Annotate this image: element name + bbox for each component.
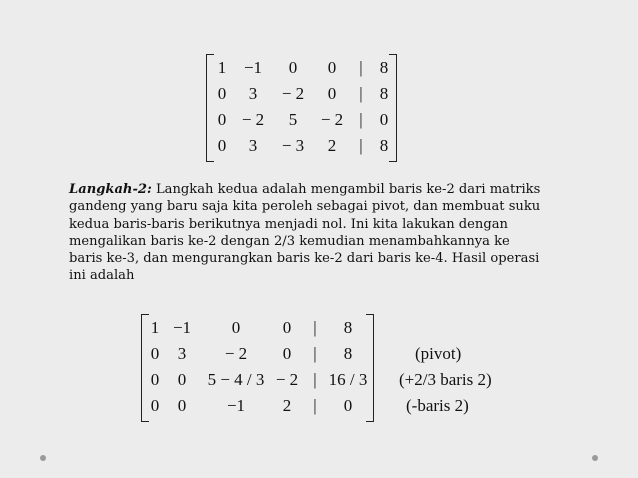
matrix-cell: 0 [150,344,160,363]
slide-dot-right [592,455,598,461]
matrix-cell: | [313,344,317,363]
matrix-cell: 0 [343,396,353,415]
matrix-cell: − 2 [224,344,248,363]
matrix-cell: 8 [379,84,389,103]
matrix-2 [141,314,374,422]
matrix-cell: 0 [217,110,227,129]
matrix-cell: − 2 [320,110,344,129]
matrix-cell: 0 [217,84,227,103]
matrix-cell: | [313,370,317,389]
matrix-1 [206,54,397,162]
matrix-cell: 0 [282,318,292,337]
matrix-cell: 3 [248,136,258,155]
matrix-cell: − 2 [281,84,305,103]
step-label: Langkah-2: [69,182,152,197]
matrix-cell: 0 [177,370,187,389]
paragraph-line: baris ke-3, dan mengurangkan baris ke-2 dari baris ke-4. Hasil operasi [69,251,540,267]
matrix-cell: 0 [217,136,227,155]
paragraph-line: kedua baris-baris berikutnya menjadi nol. Ini kita lakukan dengan [69,216,508,232]
slide-dot-left [40,455,46,461]
paragraph-text: Langkah kedua adalah mengambil baris ke-2 dari matriks [151,182,541,197]
matrix-cell: | [359,58,363,77]
row4-operation-note: (-baris 2) [406,396,469,415]
matrix-cell: 0 [150,370,160,389]
matrix-cell: 0 [282,344,292,363]
matrix-cell: | [359,84,363,103]
matrix-cell: − 2 [275,370,299,389]
matrix-cell: −1 [226,396,246,415]
pivot-note: (pivot) [415,344,462,363]
matrix-cell: 5 − 4 / 3 [207,370,265,389]
matrix-cell: 5 [288,110,298,129]
paragraph-line: gandeng yang baru saja kita peroleh sebagai pivot, dan membuat suku [69,199,541,215]
matrix-cell: 16 / 3 [328,370,368,389]
row3-operation-note: (+2/3 baris 2) [399,370,492,389]
matrix-cell: 8 [379,136,389,155]
matrix-cell: | [359,110,363,129]
matrix-cell: − 2 [241,110,265,129]
matrix-cell: | [359,136,363,155]
matrix-cell: 0 [231,318,241,337]
matrix-cell: 1 [150,318,160,337]
paragraph-line: mengalikan baris ke-2 dengan 2/3 kemudian menambahkannya ke [69,233,510,249]
matrix-cell: | [313,318,317,337]
matrix-cell: 8 [343,344,353,363]
paragraph-line: ini adalah [69,268,135,284]
matrix-cell: 8 [379,58,389,77]
matrix-cell: 0 [327,58,337,77]
explanation-paragraph [69,181,579,285]
matrix-cell: −1 [172,318,192,337]
matrix-cell: 3 [248,84,258,103]
paragraph-line [69,181,579,198]
matrix-cell: 8 [343,318,353,337]
matrix-cell: 0 [177,396,187,415]
matrix-cell: −1 [243,58,263,77]
matrix-cell: 2 [282,396,292,415]
matrix-cell: 1 [217,58,227,77]
matrix-cell: 2 [327,136,337,155]
matrix-cell: − 3 [281,136,305,155]
matrix-cell: 0 [379,110,389,129]
matrix-cell: 0 [288,58,298,77]
matrix-cell: 0 [150,396,160,415]
matrix-cell: 3 [177,344,187,363]
matrix-cell: 0 [327,84,337,103]
matrix-cell: | [313,396,317,415]
